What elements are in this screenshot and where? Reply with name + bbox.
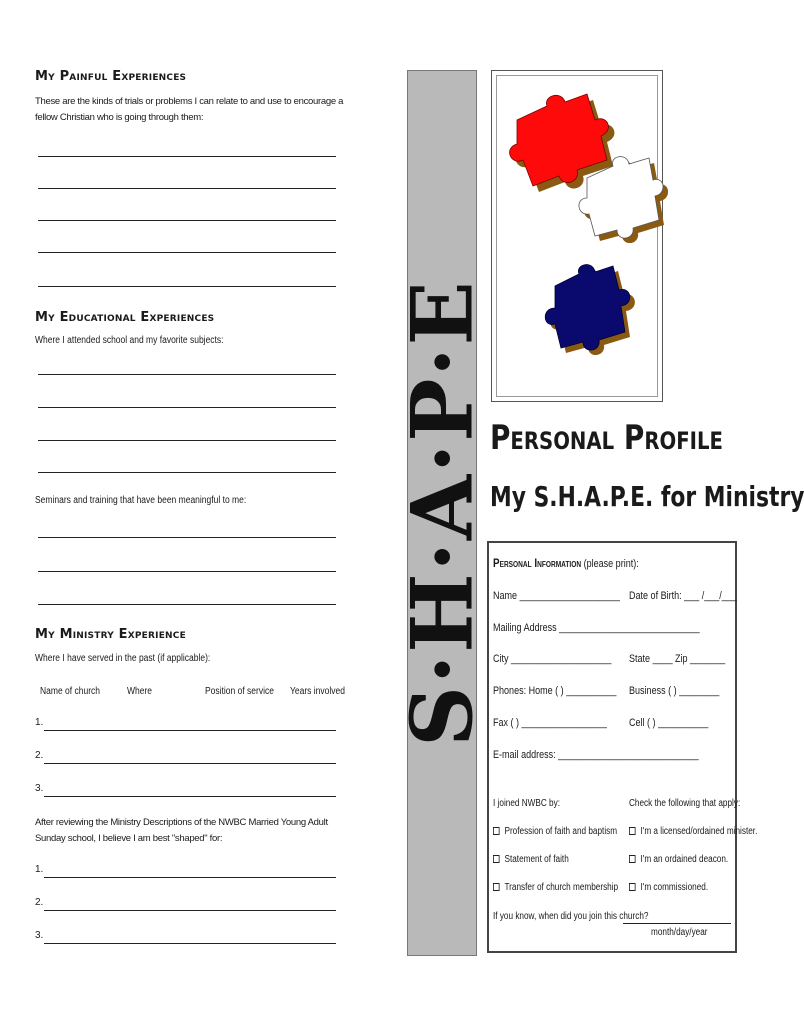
date-of-birth-field[interactable]: Date of Birth: ___ /___/___: [629, 590, 737, 602]
ministry-row-number: 3.: [35, 783, 44, 794]
join-date-line[interactable]: [623, 923, 731, 924]
email-field[interactable]: E-mail address: ____________________________: [493, 749, 699, 761]
city-field[interactable]: City ____________________: [493, 653, 612, 665]
checkbox-icon[interactable]: [493, 827, 500, 835]
painful-experiences-title: My Painful Experiences: [35, 69, 187, 84]
ministry-experience-title: My Ministry Experience: [35, 627, 186, 642]
educational-line-4[interactable]: [38, 472, 336, 473]
joined-nwbc-label: I joined NWBC by:: [493, 798, 560, 809]
painful-line-3[interactable]: [38, 220, 336, 221]
fax-field[interactable]: Fax ( ) _________________: [493, 717, 607, 729]
check-apply-label: Check the following that apply:: [629, 798, 741, 809]
cell-phone-field[interactable]: Cell ( ) __________: [629, 717, 709, 729]
seminars-line-1[interactable]: [38, 537, 336, 538]
page-title: Personal Profile: [490, 418, 723, 458]
state-field[interactable]: State ____: [629, 653, 673, 665]
ministry-row-number: 1.: [35, 717, 44, 728]
puzzle-illustration: [496, 75, 658, 397]
join-date-question: If you know, when did you join this church?: [493, 911, 649, 922]
painful-line-4[interactable]: [38, 252, 336, 253]
personal-information-heading: Personal Information: [493, 556, 582, 570]
zip-field[interactable]: Zip _______: [675, 653, 726, 665]
col-name-of-church: Name of church: [40, 686, 101, 697]
check-option-2[interactable]: I'm an ordained deacon.: [629, 854, 728, 865]
home-phone-field[interactable]: Phones: Home ( ) __________: [493, 685, 617, 697]
personal-information-box: [487, 541, 758, 953]
painful-line-2[interactable]: [38, 188, 336, 189]
shape-vertical-banner: [392, 70, 492, 956]
educational-line-1[interactable]: [38, 374, 336, 375]
business-phone-field[interactable]: Business ( ) ________: [629, 685, 720, 697]
ministry-row-line-3[interactable]: [44, 796, 336, 797]
shaped-for-desc: After reviewing the Ministry Descriptions of the NWBC Married Young Adult Sunday school, I believe I am best "shaped" for:: [35, 817, 328, 844]
educational-line-3[interactable]: [38, 440, 336, 441]
joined-option-2[interactable]: Statement of faith: [493, 854, 569, 865]
checkbox-icon[interactable]: [629, 827, 636, 835]
ministry-row-line-1[interactable]: [44, 730, 336, 731]
ministry-row-line-2[interactable]: [44, 763, 336, 764]
seminars-line-2[interactable]: [38, 571, 336, 572]
shaped-line-2[interactable]: [44, 910, 336, 911]
educational-line-2[interactable]: [38, 407, 336, 408]
ministry-experience-desc: Where I have served in the past (if applicable):: [35, 653, 211, 664]
col-years-involved: Years involved: [290, 686, 345, 697]
shaped-line-3[interactable]: [44, 943, 336, 944]
col-where: Where: [127, 686, 153, 697]
shape-banner-text: S·H·A·P·E: [392, 279, 492, 747]
joined-option-1[interactable]: Profession of faith and baptism: [493, 826, 617, 837]
page-subtitle: My S.H.A.P.E. for Ministry: [490, 480, 804, 513]
educational-experiences-desc: Where I attended school and my favorite subjects:: [35, 335, 224, 346]
checkbox-icon[interactable]: [493, 855, 500, 863]
please-print-note: (please print):: [583, 558, 639, 570]
col-position-of-service: Position of service: [205, 686, 274, 697]
puzzle-pieces-icon: [497, 76, 657, 396]
joined-option-3[interactable]: Transfer of church membership: [493, 882, 618, 893]
ministry-row-number: 2.: [35, 750, 44, 761]
shaped-row-number: 1.: [35, 864, 44, 875]
shaped-row-number: 3.: [35, 930, 44, 941]
check-option-1[interactable]: I'm a licensed/ordained minister.: [629, 826, 757, 837]
name-field[interactable]: Name ____________________: [493, 590, 620, 602]
seminars-line-3[interactable]: [38, 604, 336, 605]
seminars-label: Seminars and training that have been meaningful to me:: [35, 495, 247, 506]
mailing-address-field[interactable]: Mailing Address ____________________________: [493, 622, 700, 634]
check-option-3[interactable]: I'm commissioned.: [629, 882, 708, 893]
checkbox-icon[interactable]: [629, 883, 636, 891]
painful-line-5[interactable]: [38, 286, 336, 287]
checkbox-icon[interactable]: [629, 855, 636, 863]
painful-experiences-desc: These are the kinds of trials or problems I can relate to and use to encourage a fellow Christian who is going through them:: [35, 96, 344, 123]
painful-line-1[interactable]: [38, 156, 336, 157]
educational-experiences-title: My Educational Experiences: [35, 310, 215, 325]
puzzle-illustration-frame: [491, 70, 663, 402]
shaped-line-1[interactable]: [44, 877, 336, 878]
shaped-row-number: 2.: [35, 897, 44, 908]
join-date-format-note: month/day/year: [651, 927, 708, 938]
checkbox-icon[interactable]: [493, 883, 500, 891]
